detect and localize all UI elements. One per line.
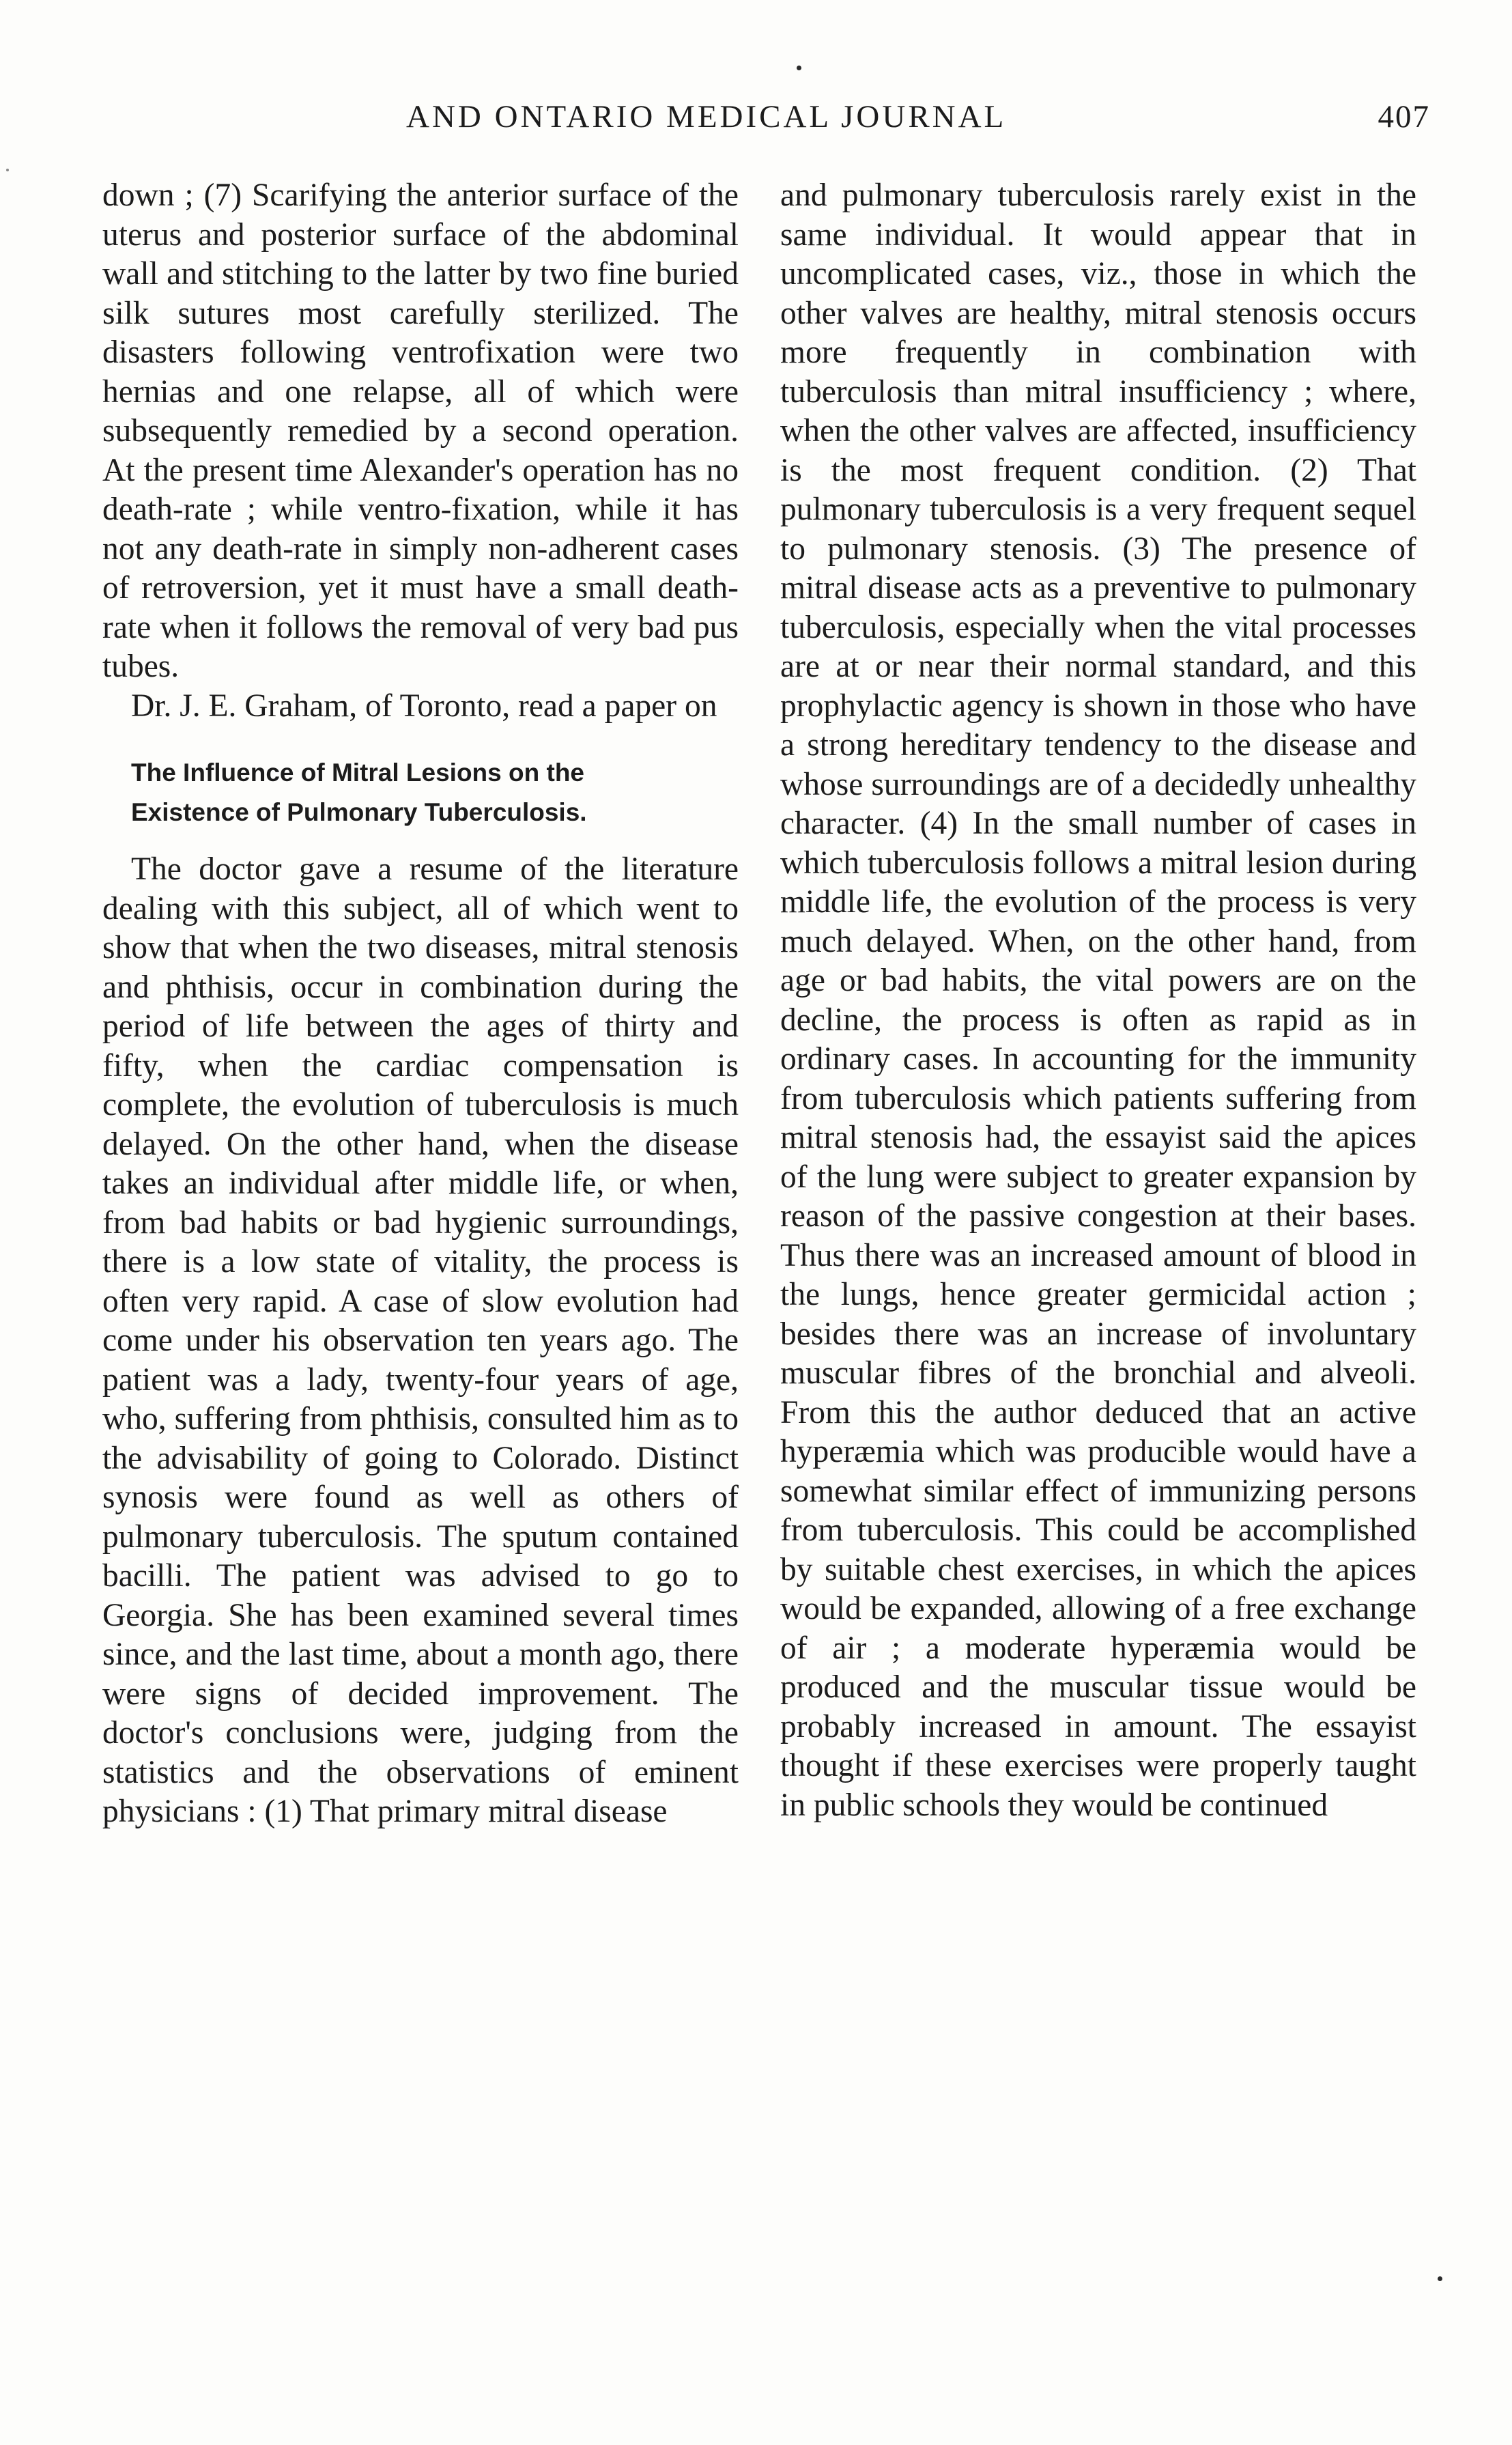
paragraph: down ; (7) Scarifying the anterior surface of the uterus and posterior surface of the abdominal wall and stitching to the latter by two fine buried silk sutures most carefully sterilized. The disasters following ventrofixation were two hernias and one relapse, all of which were subsequently remedied by a second operation. At the present time Alexander's operation has no death-rate ; while ventro-fixation, while it has not any death-rate in simply non-adherent cases of retroversion, yet it must have a small death-rate when it follows the removal of very bad pus tubes. <box>102 178 739 684</box>
paragraph: and pulmonary tuberculosis rarely exist in the same individual. It would appear that in uncomplicated cases, viz., those in which the other valves are healthy, mitral stenosis occurs more frequently in combination with tuberculosis than mitral insufficiency ; where, when the other valves are affected, insufficiency is the most frequent condition. (2) That pulmonary tuberculosis is a very frequent sequel to pulmonary stenosis. (3) The presence of mitral disease acts as a preventive to pulmonary tuberculosis, especially when the vital processes are at or near their normal standard, and this prophylactic agency is shown in those who have a strong hereditary tendency to the disease and whose surroundings are of a decidedly unhealthy character. (4) In the small number of cases in which tuberculosis follows a mitral lesion during middle life, the evolution of the process is very much delayed. When, on the other hand, from age or bad habits, the vital powers are on the decline, the process is often as rapid as in ordinary cases. In accounting for the immunity from tuberculosis which patients suffering from mitral stenosis had, the essayist said the apices of the lung were subject to greater expansion by reason of the passive congestion at their bases. Thus there was an increased amount of blood in the lungs, hence greater germicidal action ; besides there was an increase of involuntary muscular fibres of the bronchial and alveoli. From this the author deduced that an active hyperæmia which was producible would have a somewhat similar effect of immunizing persons from tuberculosis. This could be accomplished by suitable chest exercises, in which the apices would be expanded, allowing of a free exchange of air ; a moderate hyperæmia would be produced and the muscular tissue would be probably increased in amount. The essayist thought if these exercises were properly taught in public schools they would be continued <box>780 178 1416 1823</box>
left-column <box>102 176 739 1832</box>
section-heading-line: Existence of Pulmonary Tuberculosis. <box>131 798 587 826</box>
right-column <box>780 176 1416 1825</box>
section-heading <box>102 753 739 832</box>
paragraph: The doctor gave a resume of the literature dealing with this subject, all of which went to show that when the two diseases, mitral stenosis and phthisis, occur in combination during the period of life between the ages of thirty and fifty, when the cardiac compensation is complete, the evolution of tuberculosis is much delayed. On the other hand, when the disease takes an individual after middle life, or when, from bad habits or bad hygienic surroundings, there is a low state of vitality, the process is often very rapid. A case of slow evolution had come under his observation ten years ago. The patient was a lady, twenty-four years of age, who, suffering from phthisis, consulted him as to the advisability of going to Colorado. Distinct synosis were found as well as others of pulmonary tuberculosis. The sputum contained bacilli. The patient was advised to go to Georgia. She has been examined several times since, and the last time, about a month ago, there were signs of decided improvement. The doctor's conclusions were, judging from the statistics and the observations of eminent physicians : (1) That primary mitral disease <box>102 851 739 1829</box>
ink-speck <box>1438 2276 1442 2281</box>
ink-speck <box>797 66 801 70</box>
ink-speck <box>6 169 9 171</box>
page-number: 407 <box>1378 99 1430 135</box>
paragraph: Dr. J. E. Graham, of Toronto, read a paper on <box>131 688 717 724</box>
running-title: AND ONTARIO MEDICAL JOURNAL <box>406 99 1007 135</box>
running-header <box>102 98 1430 139</box>
section-heading-line: The Influence of Mitral Lesions on the <box>131 759 584 787</box>
